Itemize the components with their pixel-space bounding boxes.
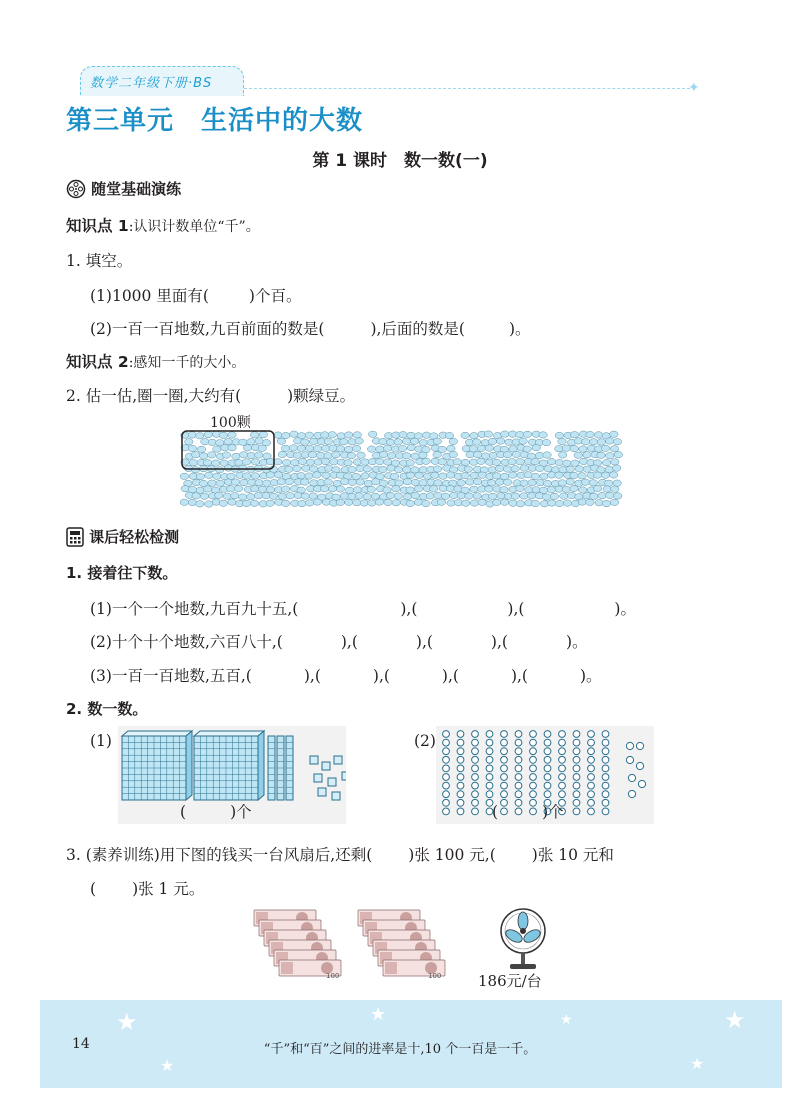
q2-part2-label: (2) bbox=[414, 732, 436, 750]
banknotes-image bbox=[246, 906, 466, 990]
fan-price: 186元/台 bbox=[478, 972, 542, 990]
lesson-title: 第 1 课时 数一数(一) bbox=[312, 151, 488, 171]
star-icon: ★ bbox=[370, 1004, 387, 1025]
s2-q3-line1: 3. (素养训练)用下图的钱买一台风扇后,还剩( )张 100 元,( )张 10 元和 bbox=[66, 846, 614, 864]
header-dashed-line bbox=[244, 88, 690, 89]
s2-q1b: (2)十个十个地数,六百八十,( ),( ),( ),( )。 bbox=[90, 633, 588, 651]
s2-q3-line2: ( )张 1 元。 bbox=[90, 880, 205, 898]
mung-beans-image bbox=[176, 428, 626, 510]
bead-box-label: 100颗 bbox=[210, 415, 251, 431]
q2-part1-label: (1) bbox=[90, 732, 112, 750]
header-star-icon: ✦ bbox=[688, 80, 700, 96]
star-icon: ★ bbox=[116, 1008, 138, 1036]
s2-q1-stem: 1. 接着往下数。 bbox=[66, 564, 178, 582]
q1-stem: 1. 填空。 bbox=[66, 252, 133, 270]
unit-title: 第三单元 生活中的大数 bbox=[66, 106, 364, 136]
note-value-right: 100 bbox=[428, 972, 442, 980]
footer-note: “千”和“百”之间的进率是十,10 个一百是一千。 bbox=[263, 1042, 537, 1057]
star-icon: ★ bbox=[724, 1006, 746, 1034]
page-number: 14 bbox=[72, 1036, 90, 1052]
section-title: 随堂基础演练 bbox=[91, 180, 182, 198]
section-header-practice bbox=[66, 178, 181, 199]
q1b: (2)一百一百地数,九百前面的数是( ),后面的数是( )。 bbox=[90, 320, 531, 338]
q2-part2-answer: ( )个 bbox=[492, 803, 564, 821]
knowledge-point-1: 知识点 1:认识计数单位“千”。 bbox=[66, 217, 260, 235]
book-title: 数学二年级下册·BS bbox=[90, 76, 213, 91]
star-icon: ★ bbox=[560, 1012, 573, 1028]
q2-stem: 2. 估一估,圈一圈,大约有( )颗绿豆。 bbox=[66, 387, 356, 405]
q2-part1-answer: ( )个 bbox=[180, 803, 252, 821]
section-title: 课后轻松检测 bbox=[89, 528, 180, 546]
q1a: (1)1000 里面有( )个百。 bbox=[90, 287, 302, 305]
knowledge-point-2: 知识点 2:感知一千的大小。 bbox=[66, 353, 246, 371]
section-header-check bbox=[66, 526, 179, 547]
film-reel-icon bbox=[66, 179, 86, 199]
star-icon: ★ bbox=[690, 1054, 705, 1073]
s2-q2-stem: 2. 数一数。 bbox=[66, 700, 148, 718]
star-icon: ★ bbox=[160, 1056, 175, 1075]
fan-image bbox=[490, 906, 560, 972]
s2-q1a: (1)一个一个地数,九百九十五,( ),( ),( )。 bbox=[90, 600, 636, 618]
note-value-left: 100 bbox=[326, 972, 340, 980]
s2-q1c: (3)一百一百地数,五百,( ),( ),( ),( ),( )。 bbox=[90, 667, 602, 685]
calculator-icon bbox=[66, 527, 84, 547]
